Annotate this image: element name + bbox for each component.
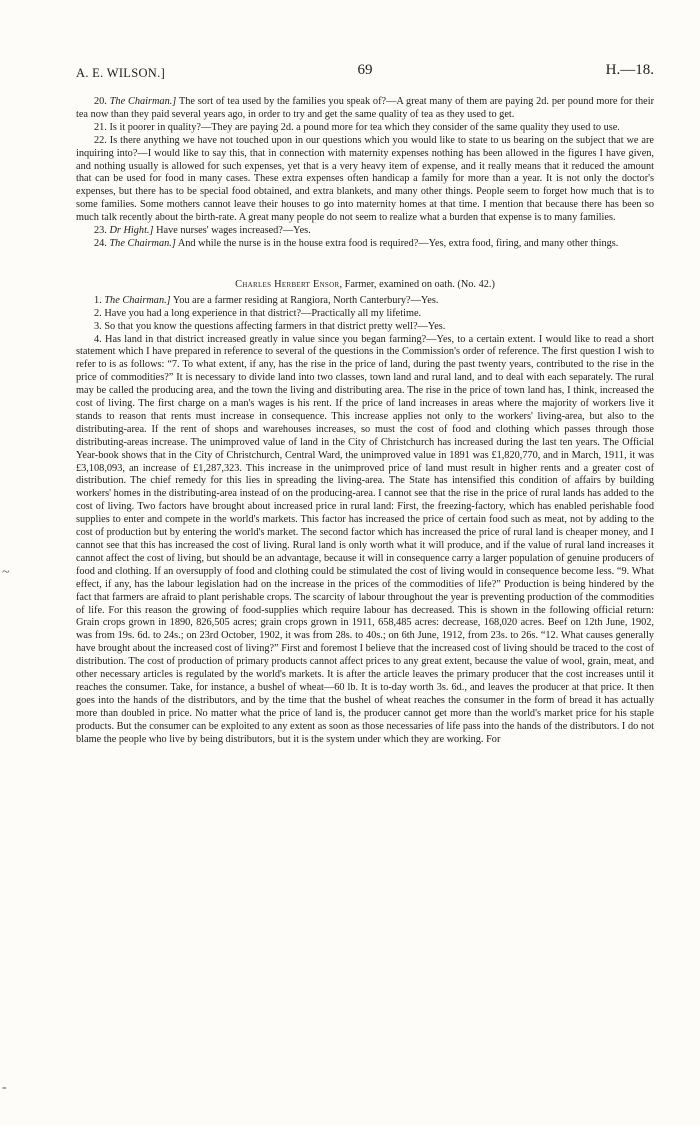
question-number: 22. xyxy=(94,134,107,146)
question-number: 2. xyxy=(94,307,102,319)
question-text: So that you know the questions affecting farmers in that district pretty well?—Yes. xyxy=(104,320,446,332)
page-number: 69 xyxy=(357,62,373,78)
question-paragraph xyxy=(76,122,654,135)
question-number: 4. xyxy=(94,333,102,345)
margin-mark: - xyxy=(2,1080,7,1095)
question-paragraph xyxy=(76,334,654,747)
question-text: You are a farmer residing at Rangiora, North Canterbury?—Yes. xyxy=(170,294,439,306)
question-text: The sort of tea used by the families you speak of?—A great many of them are paying 2d. per pound more for their tea now than they paid several years ago, in order to try and get the same quality of tea as they used to get. xyxy=(76,96,655,120)
question-paragraph xyxy=(76,238,654,251)
question-number: 23. xyxy=(94,225,107,237)
speaker-name: The Chairman.] xyxy=(109,96,177,107)
question-paragraph xyxy=(76,321,654,334)
margin-mark: ~ xyxy=(2,565,10,580)
question-text: Is it poorer in quality?—They are paying 2d. a pound more for tea which they consider of the same quality they used to use. xyxy=(109,121,620,133)
question-paragraph xyxy=(76,225,654,238)
question-text: Have nurses' wages increased?—Yes. xyxy=(153,225,311,237)
question-number: 1. xyxy=(94,294,102,306)
question-text: Is there anything we have not touched upon in our questions which you would like to state to us bearing on the subject that we are inquiring into?—I would like to say this, that in connection with maternity expenses nothing has been allowed in the figures I have given, and nothing usually is allowed for such expenses, yet that is a very heavy item of expense, and it really means that it reduced the amount that can be used for food in many cases. These extra expenses often handicap a family for more than a year. It is not only the doctor's expenses, but there has to be special food obtained, and extra blankets, and many other things. People seem to forget how much that is to some families. Some mothers cannot leave their houses to go into maternity homes at that time. I mention that because there has been so much talk recently about the birth-rate. A great many people do not seem to realize what a burden that expense is to many families. xyxy=(76,134,654,224)
question-number: 20. xyxy=(94,96,107,107)
question-text: And while the nurse is in the house extra food is required?—Yes, extra food, firing, and many other things. xyxy=(175,237,619,249)
question-text: Has land in that district increased greatly in value since you began farming?—Yes, to a certain extent. I would like to read a short statement which I have prepared in reference to several of the questions in the Commission's order of reference. The first question I wish to refer to is as follows: “7. To what extent, if any, has the rise in the price of land, during the past twenty years, contributed to the rise in the price of commodities?” It is necessary to divide land into two classes, town land and rural land, and to deal with each separately. The rural may be called the producing area, and the town the living and distributing area. The rise in the price of town land has, I think, increased the cost of living. The first charge on a man's wages is his rent. If the price of land increases in areas where the majority of workers live it stands to reason that rents must increase in consequence. This increase applies not only to the workers' living-area, but also to the distributing-area. If the rent of shops and warehouses increases, so must the cost of food and clothing which passes through those distributing-areas increase. The unimproved value of land in the City of Christchurch has increased during the last ten years. The Official Year-book shows that in the City of Christchurch, Central Ward, the unimproved value in 1891 was £1,820,770, and in March, 1911, it was £3,108,093, an increase of £1,287,323. This increase in the unimproved price of land must result in higher rents and a greater cost of distribution. The chief remedy for this lies in spreading the living-area. The State has intensified this condition of affairs by building workers' homes in the distributing-area instead of on the producing-area. I cannot see that the rise in the price of rural lands has added to the cost of living. Two factors have brought about increased price in rural land: First, the freezing-factory, which has enabled perishable food supplies to enter and compete in the world's markets. This factor has increased the price of certain food such as meat, not by adding to the cost of production but by entering the world's market. The second factor which has increased the price of rural land is cheaper money, and I cannot see that this has increased the cost of living. Rural land is only worth what it will produce, and if the value of rural land increases it cannot affect the cost of living, but should be an advantage, because it will in consequence carry a larger population of genuine producers of food and clothing. If an oversupply of food and clothing could be stimulated the cost of living would in consequence become less. “9. What effect, if any, has the labour legislation had on the increase in the prices of the commodities of life?” Production is being hindered by the fact that farmers are afraid to plant perishable crops. The scarcity of labour throughout the year is preventing production of the commodities of life. For this reason the growing of food-supplies which require labour has decreased. This is shown in the following official return: Grain crops grown in 1890, 826,505 acres; grain crops grown in 1911, 658,485 acres: decrease, 168,020 acres. Beef on 12th June, 1902, was from 19s. 6d. to 24s.; on 23rd October, 1902, it was from 28s. to 40s.; on 6th June, 1912, from 23s. to 26s. “12. What causes generally have brought about the increased cost of living?” First and foremost I believe that the increased cost of living should be traced to the cost of distribution. The cost of production of primary products cannot affect prices to any great extent, because the value of wool, grain, meat, and other necessary articles is regulated by the world's markets. It is after the article leaves the primary producer that the cost increases until it reaches the consumer. Take, for instance, a bushel of wheat—60 lb. It is to-day worth 3s. 6d., and leaves the producer at that price. It then goes into the hands of the distributors, and by the time that the bushel of wheat reaches the consumer in the form of bread it has actually more than doubled in price. No matter what the price of land is, the producer cannot get more than the world's market price for his staple products. But the consumer can be exploited to any extent as soon as those necessaries of life pass into the hands of the distributors. I do not blame the people who live by being distributors, but it is the system under which they are working. For xyxy=(76,333,654,745)
question-text: Have you had a long experience in that district?—Practically all my lifetime. xyxy=(104,307,422,319)
testimony-section-1 xyxy=(76,96,654,251)
question-paragraph xyxy=(76,96,654,122)
testimony-section-2 xyxy=(76,295,654,747)
question-paragraph xyxy=(76,308,654,321)
question-number: 3. xyxy=(94,320,102,332)
question-paragraph xyxy=(76,295,654,308)
page-header xyxy=(76,60,654,82)
question-number: 21. xyxy=(94,121,107,133)
speaker-name: Dr Hight.] xyxy=(109,225,154,237)
header-witness-name: A. E. WILSON.] xyxy=(76,66,166,80)
witness-name: Charles Herbert Ensor xyxy=(235,278,340,290)
witness-heading xyxy=(76,279,654,292)
question-paragraph xyxy=(76,135,654,225)
speaker-name: The Chairman.] xyxy=(104,294,171,306)
question-number: 24. xyxy=(94,237,107,249)
witness-description: , Farmer, examined on oath. (No. 42.) xyxy=(339,278,495,290)
document-body xyxy=(76,96,654,747)
document-code: H.—18. xyxy=(605,62,654,78)
speaker-name: The Chairman.] xyxy=(109,237,176,249)
